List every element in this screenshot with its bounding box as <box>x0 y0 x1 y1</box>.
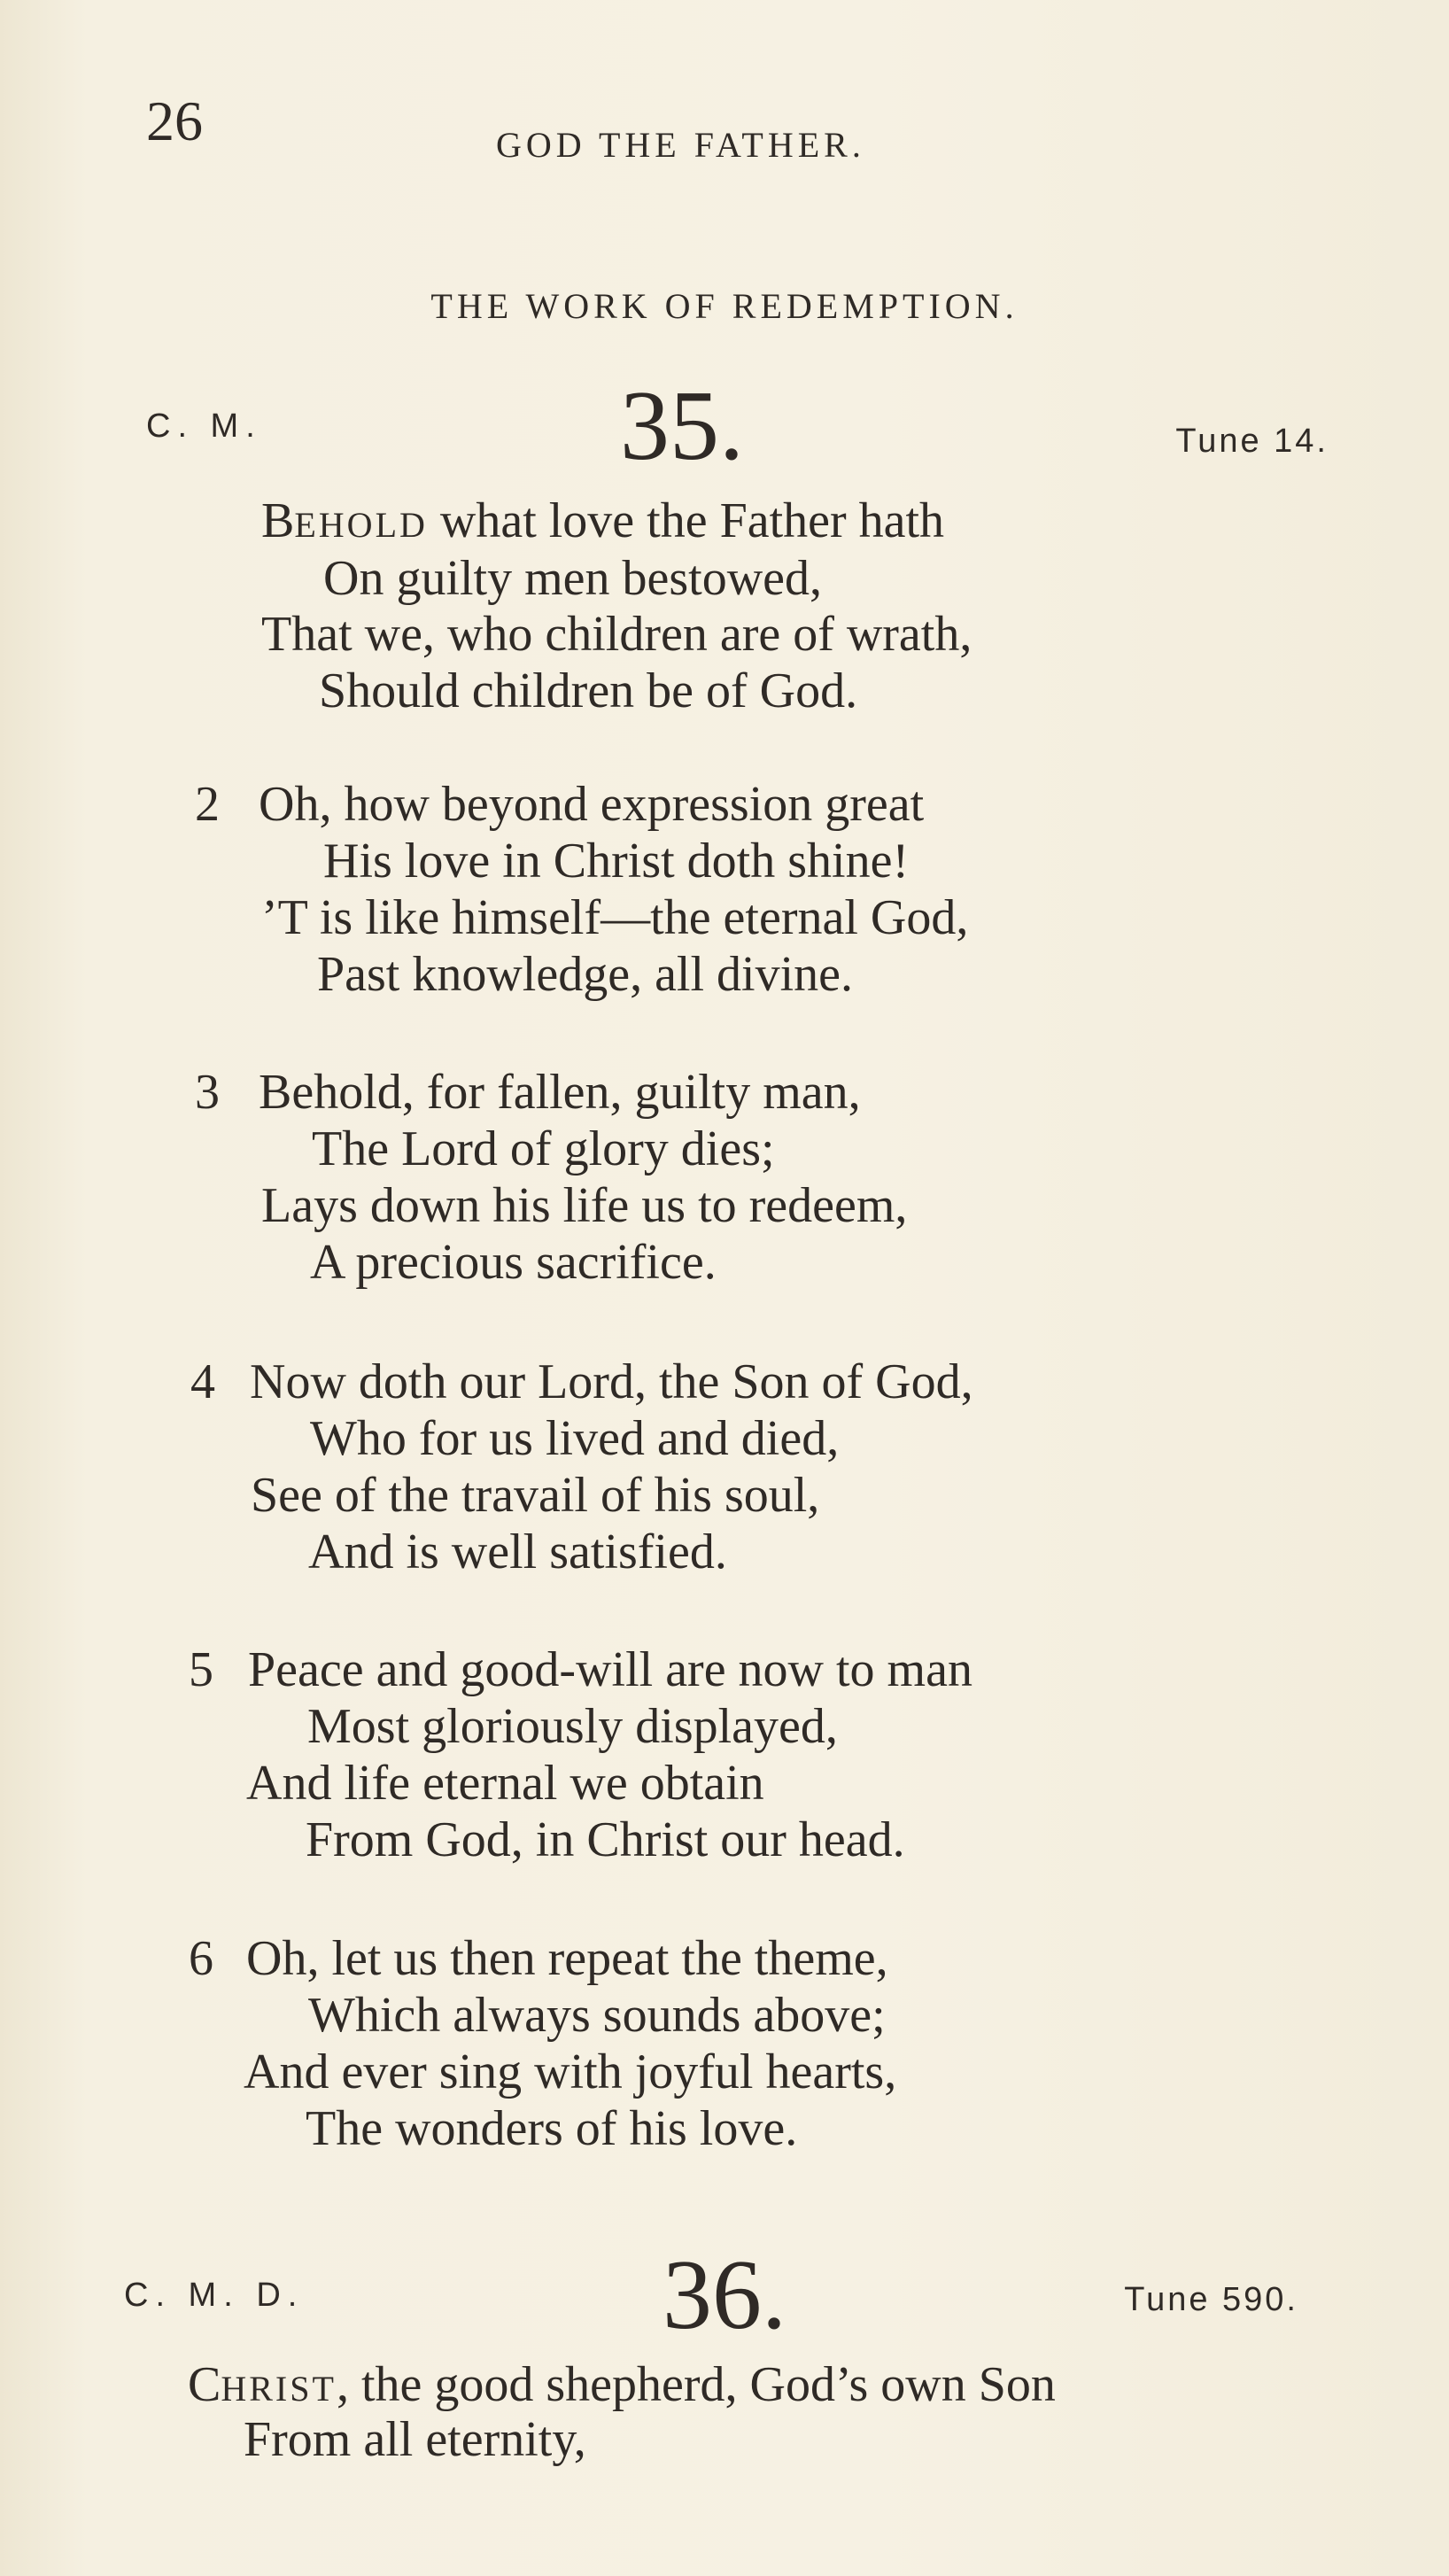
stanza-line: From God, in Christ our head. <box>306 1812 905 1867</box>
stanza-line: Oh, how beyond expression great <box>259 777 925 832</box>
stanza-line: Should children be of God. <box>319 663 858 718</box>
verse-number: 2 <box>195 777 220 832</box>
stanza-line: Most gloriously displayed, <box>307 1699 838 1754</box>
verse-number: 6 <box>189 1931 213 1986</box>
running-title: GOD THE FATHER. <box>496 125 865 165</box>
first-word-initial: B <box>261 493 295 548</box>
stanza-line: And life eternal we obtain <box>246 1756 764 1811</box>
stanza-line: Lays down his life us to redeem, <box>261 1178 908 1233</box>
stanza-line: On guilty men bestowed, <box>323 551 823 606</box>
stanza-line-text: what love the Father hath <box>427 493 945 548</box>
stanza-line: Peace and good-will are now to man <box>248 1642 972 1697</box>
stanza-line: The Lord of glory dies; <box>312 1121 775 1176</box>
stanza-line: A precious sacrifice. <box>310 1235 717 1290</box>
first-word-small-caps: EHOLD <box>294 505 428 545</box>
stanza-line: ’T is like himself—the eternal God, <box>261 890 969 945</box>
stanza-line: Which always sounds above; <box>308 1988 886 2043</box>
stanza-line: And is well satisfied. <box>308 1525 727 1579</box>
hymn-36-header <box>0 2240 1449 2361</box>
hymn-meter: C. M. D. <box>124 2277 305 2314</box>
hymn-meter: C. M. <box>146 407 262 445</box>
stanza-line: Past knowledge, all divine. <box>317 947 854 1002</box>
page-number: 26 <box>146 89 203 152</box>
stanza-line <box>261 493 945 548</box>
verse-number: 3 <box>195 1065 220 1120</box>
stanza-line-text: , the good shepherd, God’s own Son <box>336 2357 1056 2412</box>
stanza-line: And ever sing with joyful hearts, <box>244 2045 897 2099</box>
stanza-line: The wonders of his love. <box>306 2101 798 2156</box>
verse-number: 5 <box>189 1642 213 1697</box>
stanza-line: Who for us lived and died, <box>310 1411 840 1466</box>
hymn-number: 36. <box>663 2240 786 2350</box>
stanza-line: That we, who children are of wrath, <box>261 607 972 662</box>
hymn-number: 35. <box>620 371 744 481</box>
first-word-initial: C <box>188 2357 221 2412</box>
section-title: THE WORK OF REDEMPTION. <box>430 286 1019 326</box>
hymn-tune: Tune 590. <box>1124 2281 1298 2318</box>
stanza-line: Behold, for fallen, guilty man, <box>259 1065 861 1120</box>
first-word-small-caps: HRIST <box>221 2369 337 2409</box>
stanza-line: Oh, let us then repeat the theme, <box>246 1931 888 1986</box>
stanza-line: Now doth our Lord, the Son of God, <box>250 1354 973 1409</box>
hymn-35-header <box>0 371 1449 492</box>
verse-number: 4 <box>190 1354 215 1409</box>
stanza-line: See of the travail of his soul, <box>251 1468 820 1523</box>
hymn-tune: Tune 14. <box>1175 423 1329 460</box>
stanza-line: His love in Christ doth shine! <box>323 834 910 888</box>
running-head <box>0 89 1449 165</box>
stanza-line: From all eternity, <box>244 2412 586 2467</box>
stanza-line <box>188 2357 1056 2412</box>
